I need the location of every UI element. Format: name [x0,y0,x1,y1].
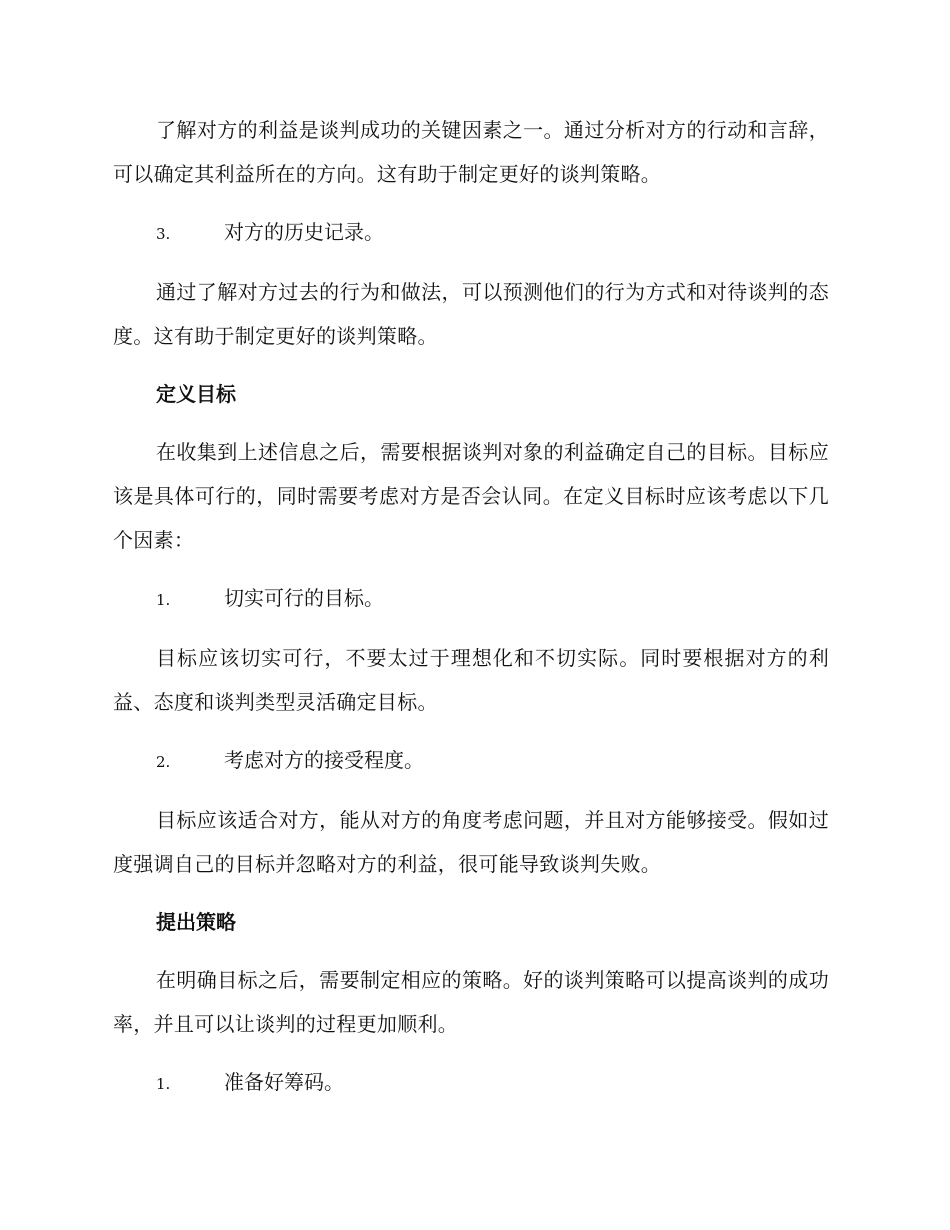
list-number: 1. [156,1075,171,1093]
paragraph-goals-intro: 在收集到上述信息之后，需要根据谈判对象的利益确定自己的目标。目标应该是具体可行的，同时需要考虑对方是否会认同。在定义目标时应该考虑以下几个因素： [113,440,829,552]
list-text: 对方的历史记录。 [224,220,384,244]
paragraph-feasible-goal: 目标应该切实可行，不要太过于理想化和不切实际。同时要根据对方的利益、态度和谈判类型灵活确定目标。 [113,646,829,714]
list-number: 2. [156,753,171,771]
list-number: 1. [156,591,171,609]
list-item-feasible-goal [113,576,829,622]
list-text: 准备好筹码。 [224,1070,344,1094]
list-number: 3. [156,225,171,243]
section-heading-goals: 定义目标 [156,382,236,406]
list-item-chips [113,1060,829,1106]
paragraph-history: 通过了解对方过去的行为和做法，可以预测他们的行为方式和对待谈判的态度。这有助于制定更好的谈判策略。 [113,280,829,348]
paragraph-strategy-intro: 在明确目标之后，需要制定相应的策略。好的谈判策略可以提高谈判的成功率，并且可以让谈判的过程更加顺利。 [113,968,829,1036]
list-text: 切实可行的目标。 [224,586,384,610]
paragraph-acceptance: 目标应该适合对方，能从对方的角度考虑问题，并且对方能够接受。假如过度强调自己的目标并忽略对方的利益，很可能导致谈判失败。 [113,808,829,876]
list-text: 考虑对方的接受程度。 [224,748,424,772]
list-item-history [113,210,829,256]
paragraph-interest: 了解对方的利益是谈判成功的关键因素之一。通过分析对方的行动和言辞，可以确定其利益所在的方向。这有助于制定更好的谈判策略。 [113,118,829,186]
list-item-acceptance [113,738,829,784]
document-body [113,108,829,1120]
section-heading-strategy: 提出策略 [156,910,236,934]
